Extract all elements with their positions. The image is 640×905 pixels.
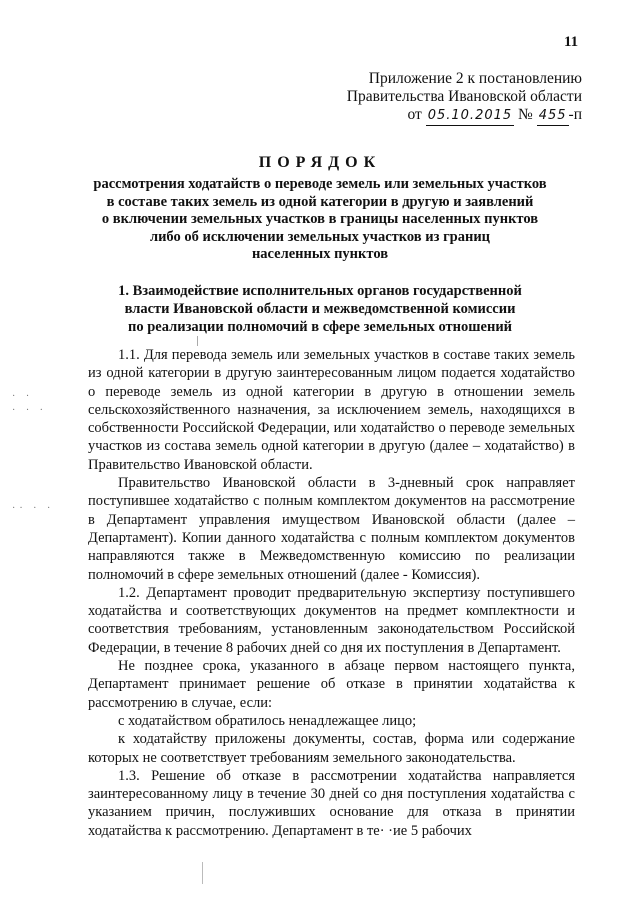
appendix-line-1: Приложение 2 к постановлению <box>368 70 582 87</box>
scan-mark <box>202 862 203 884</box>
paragraph: Правительство Ивановской области в 3-дневный срок направляет поступившее ходатайство с полным комплектом документов на рассмотрение в Департамент управления имуществом Ивановской области (далее – Департамент). Копии данного ходатайства с полным комплектом документов направляются также в Межведомственную комиссию по реализации полномочий в сфере земельных отношений (далее - Комиссия). <box>88 475 575 583</box>
section-heading-line: власти Ивановской области и межведомственной комиссии <box>124 301 516 317</box>
margin-scan-artifacts: · · · · · ·· · · <box>12 391 55 514</box>
subtitle-line: либо об исключении земельных участков из границ <box>149 228 491 245</box>
page-number: 11 <box>564 34 579 50</box>
subtitle-line: рассмотрения ходатайств о переводе земель или земельных участков <box>93 176 547 192</box>
section-1-heading <box>90 282 550 336</box>
list-item: к ходатайству приложены документы, состав, форма или содержание которых не соответствует требованиям земельного законодательства. <box>88 731 575 766</box>
date-prefix: от <box>407 106 422 123</box>
handwritten-date: 05.10.2015 <box>426 107 514 126</box>
number-suffix: -п <box>568 106 582 123</box>
handwritten-number: 455 <box>537 107 569 126</box>
paragraph-1-3: 1.3. Решение об отказе в рассмотрении ходатайства направляется заинтересованному лицу в течение 30 дней со дня поступления ходатайства с указанием причин, послуживших основание для отказа в принятии ходатайства к рассмотрению. Департамент в те· ·ие 5 рабочих <box>88 767 575 839</box>
section-heading-line: 1. Взаимодействие исполнительных органов государственной <box>118 283 522 299</box>
appendix-date-line <box>282 106 582 126</box>
document-body <box>88 346 575 840</box>
paragraph: Не позднее срока, указанного в абзаце первом настоящего пункта, Департамент принимает решение об отказе в принятии ходатайства к рассмотрению в случае, если: <box>88 658 575 711</box>
document-title: ПОРЯДОК <box>258 154 382 171</box>
document-subtitle <box>70 176 570 264</box>
appendix-line-2: Правительства Ивановской области <box>346 88 582 105</box>
number-prefix: № <box>518 106 533 123</box>
subtitle-line: в составе таких земель из одной категории в другую и заявлений <box>106 193 534 210</box>
scan-mark <box>197 336 198 346</box>
subtitle-line: о включении земельных участков в границы населенных пунктов <box>101 211 539 227</box>
section-heading-line: по реализации полномочий в сфере земельных отношений <box>127 319 513 335</box>
subtitle-line: населенных пунктов <box>251 246 389 262</box>
list-item: с ходатайством обратилось ненадлежащее лицо; <box>118 712 417 729</box>
paragraph-1-2: 1.2. Департамент проводит предварительную экспертизу поступившего ходатайства и соответствующих документов на предмет комплектности и соответствия требованиям, установленным законодательством Российской Федерации, в течение 8 рабочих дней со дня их поступления в Департамент. <box>88 584 575 656</box>
paragraph-1-1: 1.1. Для перевода земель или земельных участков в составе таких земель из одной категории в другую заинтересованным лицом подается ходатайство о переводе земель из одной категории в другую в отношении земель сельскохозяйственного назначения, за исключением земель, находящихся в собственности Российской Федерации, или ходатайство о переводе земельных участков из состава земель одной категории в другую (далее – ходатайство) в Правительство Ивановской области. <box>88 347 575 473</box>
appendix-header <box>282 70 582 126</box>
